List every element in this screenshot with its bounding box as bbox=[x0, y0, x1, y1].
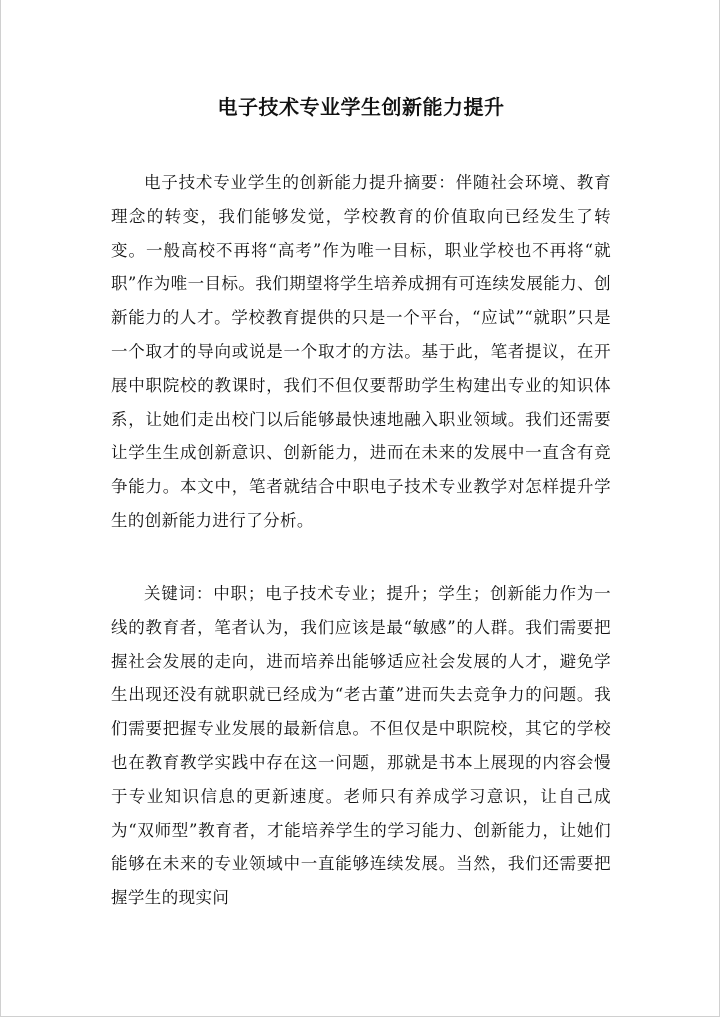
document-title: 电子技术专业学生创新能力提升 bbox=[217, 95, 505, 119]
keywords-paragraph: 关键词：中职；电子技术专业；提升；学生；创新能力作为一线的教育者，笔者认为，我们应该是最“敏感”的人群。我们需要把握社会发展的走向，进而培养出能够适应社会发展的人才，避免学生出现还没有就职就已经成为“老古董”进而失去竞争力的问题。我们需要把握专业发展的最新信息。不但仅是中职院校，其它的学校也在教育教学实践中存在这一问题，那就是书本上展现的内容会慢于专业知识信息的更新速度。老师只有养成学习意识，让自己成为“双师型”教育者，才能培养学生的学习能力、创新能力，让她们能够在未来的专业领域中一直能够连续发展。当然，我们还需要把握学生的现实问 bbox=[111, 584, 611, 908]
abstract-paragraph: 电子技术专业学生的创新能力提升摘要：伴随社会环境、教育理念的转变，我们能够发觉，学校教育的价值取向已经发生了转变。一般高校不再将“高考”作为唯一目标，职业学校也不再将“就职”作为唯一目标。我们期望将学生培养成拥有可连续发展能力、创新能力的人才。学校教育提供的只是一个平台，“应试”“就职”只是一个取才的导向或说是一个取才的方法。基于此，笔者提议，在开展中职院校的教课时，我们不但仅要帮助学生构建出专业的知识体系，让她们走出校门以后能够最快速地融入职业领域。我们还需要让学生生成创新意识、创新能力，进而在未来的发展中一直含有竞争能力。本文中，笔者就结合中职电子技术专业教学对怎样提升学生的创新能力进行了分析。 bbox=[111, 173, 611, 530]
